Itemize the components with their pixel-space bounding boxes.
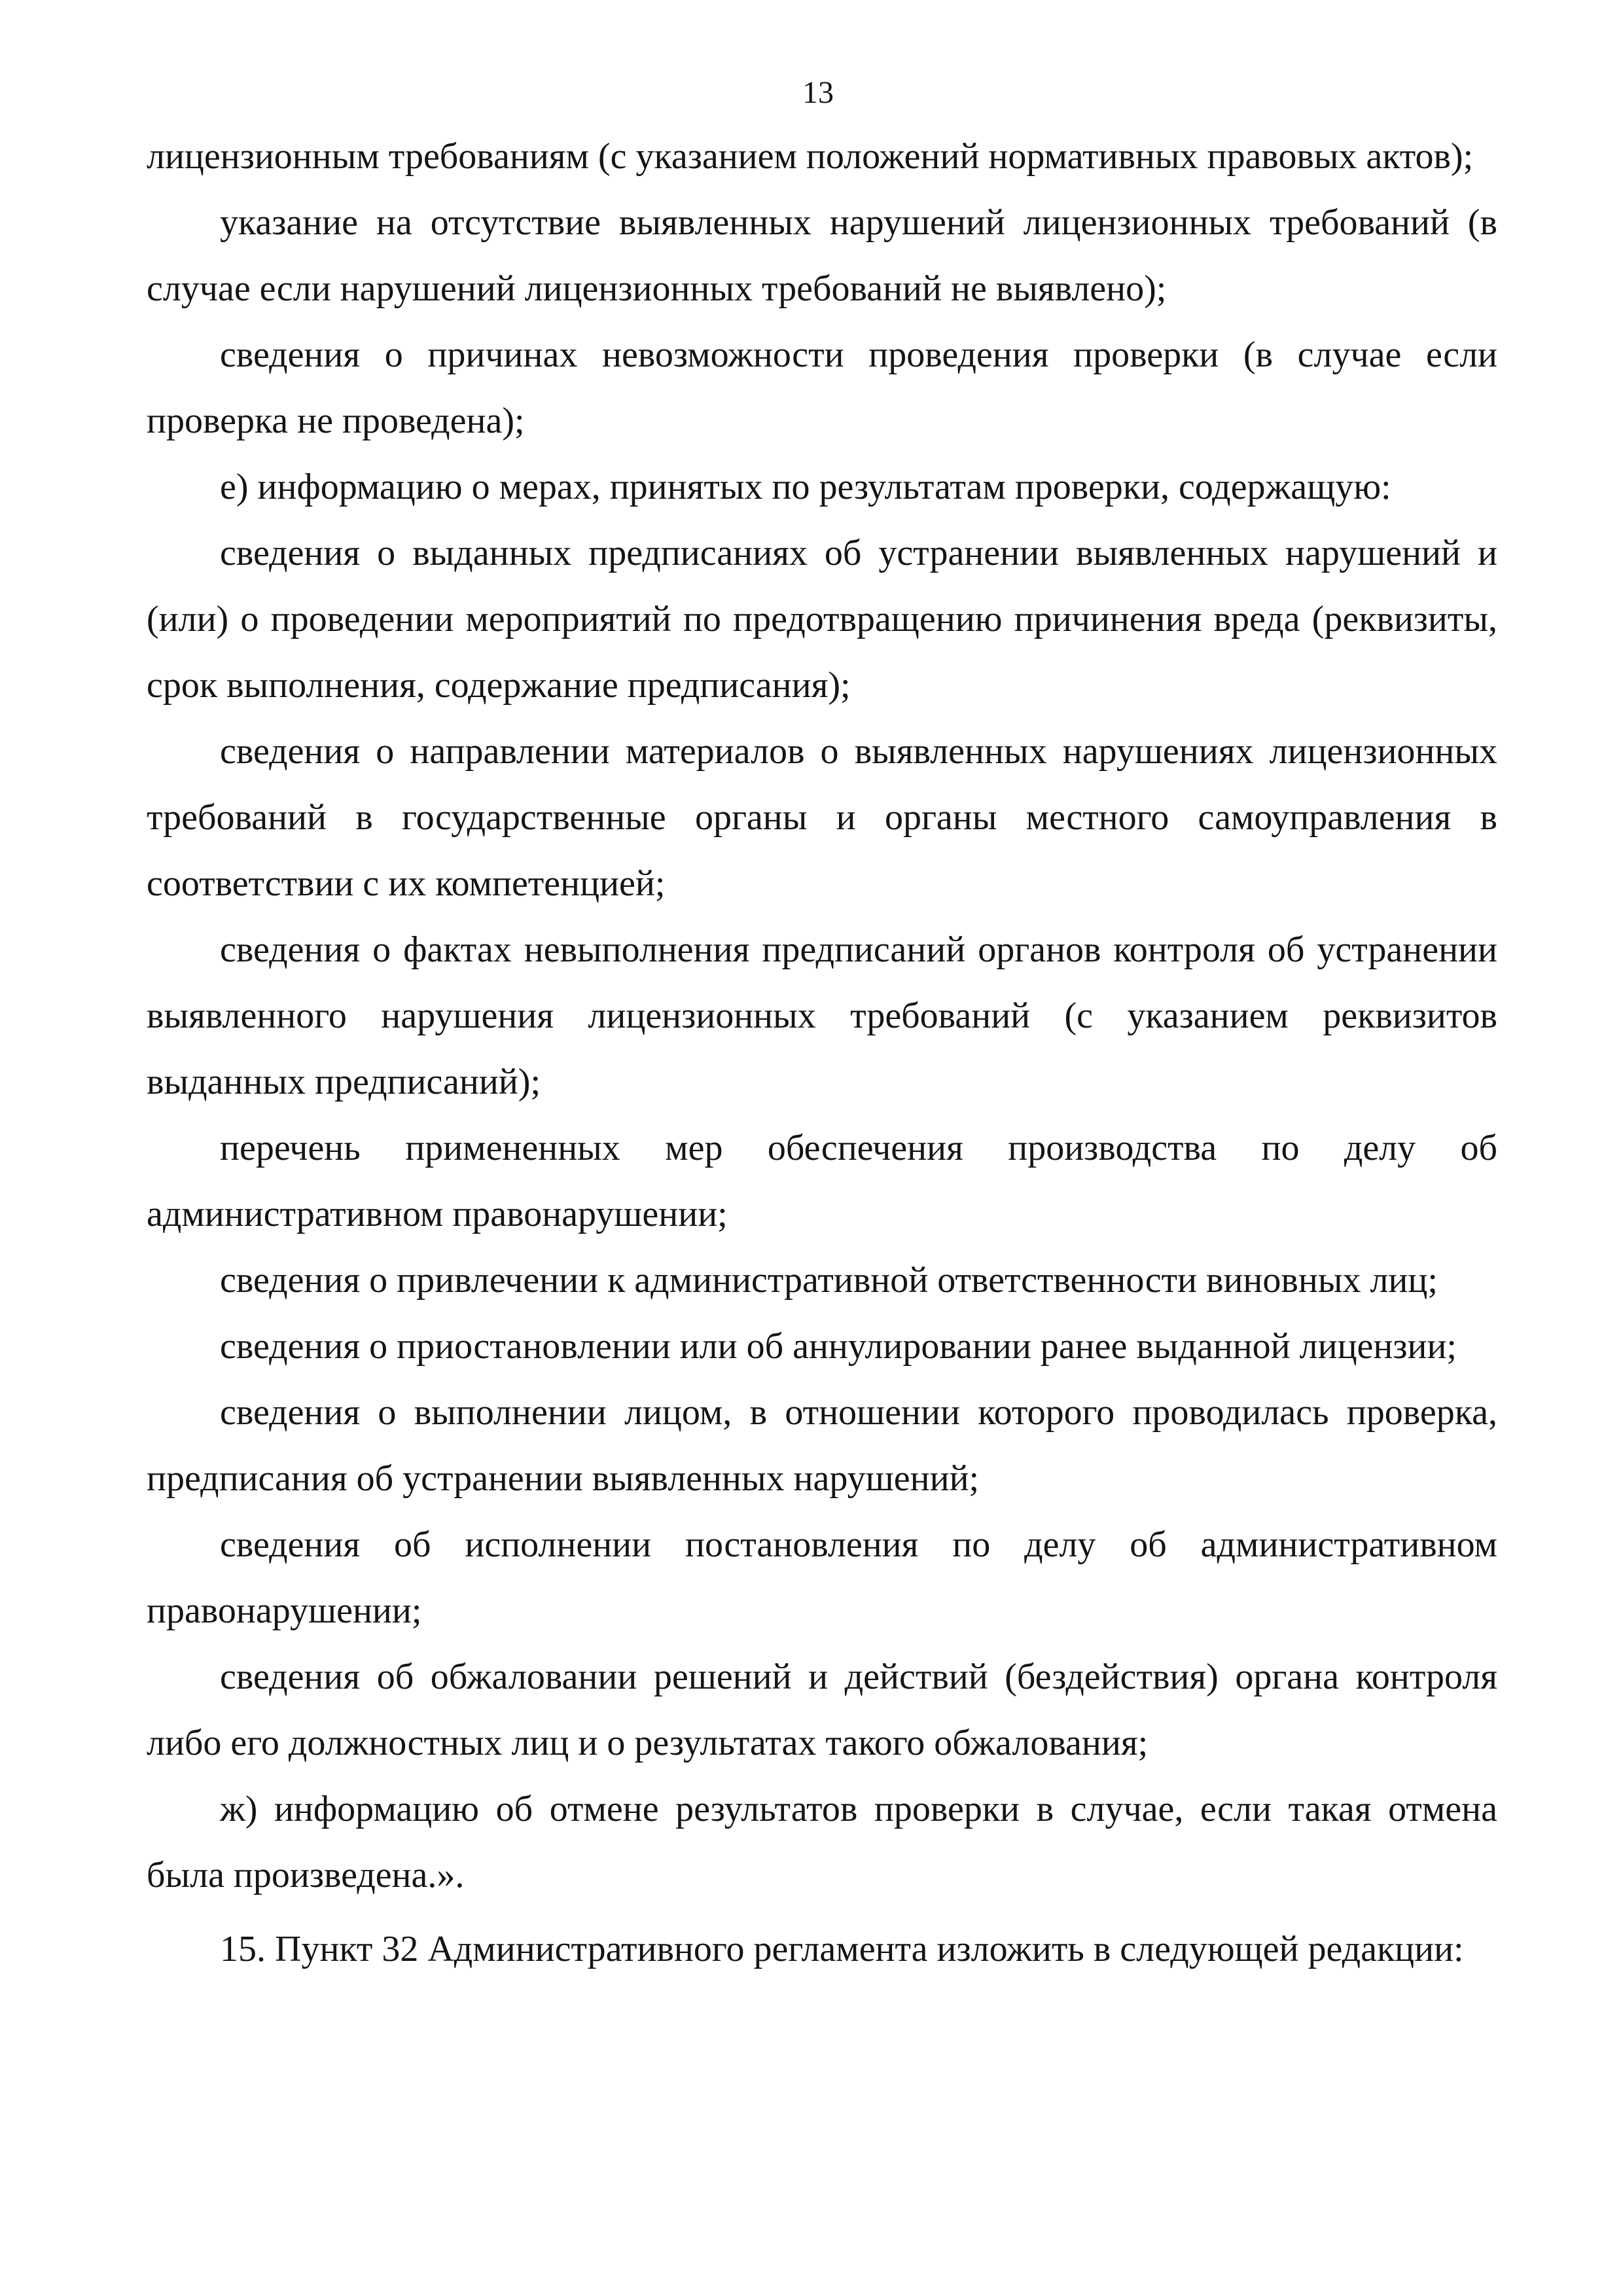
paragraph-appeals: сведения об обжаловании решений и действий (бездействия) органа контроля либо его должностных лиц и о результатах такого обжалования;	[147, 1657, 1497, 1763]
body-text	[147, 124, 1497, 1982]
paragraph-inspection-impossible: сведения о причинах невозможности проведения проверки (в случае если проверка не проведена);	[147, 334, 1497, 441]
paragraph-license-requirements: лицензионным требованиям (с указанием положений нормативных правовых актов);	[147, 136, 1474, 177]
paragraph-license-suspension: сведения о приостановлении или об аннулировании ранее выданной лицензии;	[220, 1326, 1457, 1367]
paragraph-orders-not-fulfilled: сведения о фактах невыполнения предписаний органов контроля об устранении выявленного нарушения лицензионных требований (с указанием реквизитов выданных предписаний);	[147, 929, 1497, 1102]
paragraph-item-15: 15. Пункт 32 Административного регламента изложить в следующей редакции:	[220, 1929, 1464, 1969]
paragraph-resolution-execution: сведения об исполнении постановления по делу об административном правонарушении;	[147, 1524, 1497, 1631]
paragraph-administrative-liability: сведения о привлечении к административной ответственности виновных лиц;	[220, 1260, 1438, 1300]
paragraph-results-cancellation: ж) информацию об отмене результатов проверки в случае, если такая отмена была произведена.».	[147, 1789, 1497, 1895]
paragraph-no-violations: указание на отсутствие выявленных нарушений лицензионных требований (в случае если нарушений лицензионных требований не выявлено);	[147, 202, 1497, 309]
paragraph-enforcement-measures: перечень примененных мер обеспечения производства по делу об административном правонарушении;	[147, 1128, 1497, 1234]
paragraph-issued-orders: сведения о выданных предписаниях об устранении выявленных нарушений и (или) о проведении мероприятий по предотвращению причинения вреда (реквизиты, срок выполнения, содержание предписания);	[147, 533, 1497, 706]
paragraph-materials-sent: сведения о направлении материалов о выявленных нарушениях лицензионных требований в государственные органы и органы местного самоуправления в соответствии с их компетенцией;	[147, 731, 1497, 904]
paragraph-measures-info: е) информацию о мерах, принятых по результатам проверки, содержащую:	[220, 467, 1391, 507]
page-number: 13	[802, 75, 834, 110]
paragraph-order-fulfillment: сведения о выполнении лицом, в отношении которого проводилась проверка, предписания об устранении выявленных нарушений;	[147, 1392, 1497, 1499]
